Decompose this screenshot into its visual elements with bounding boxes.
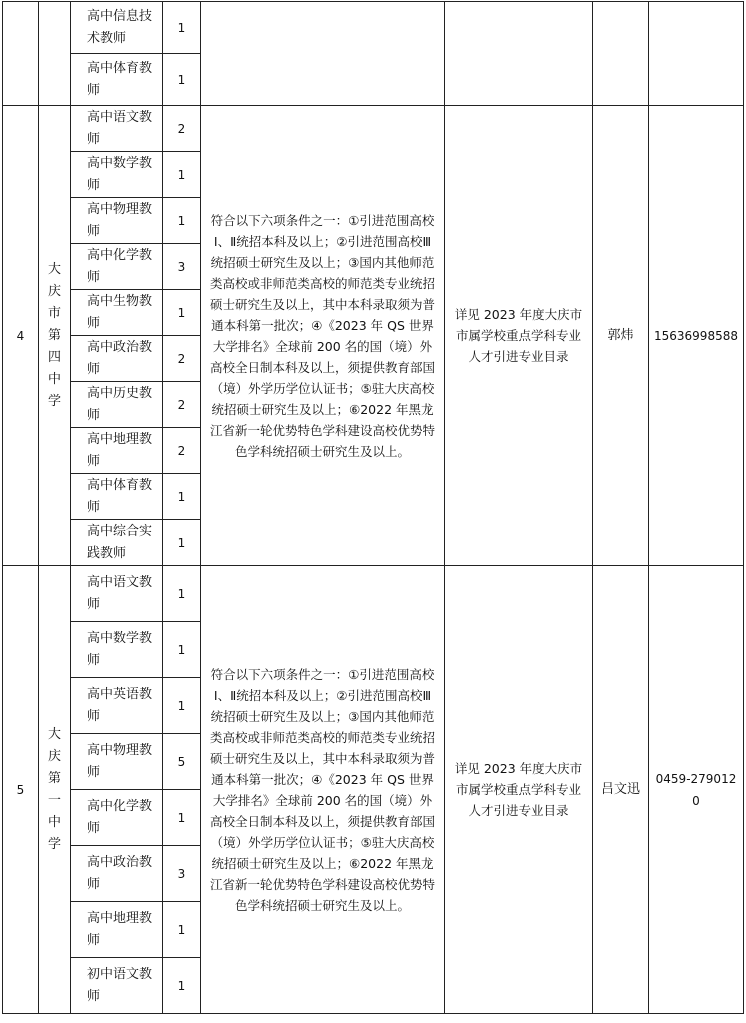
school-name <box>39 106 71 566</box>
position-name: 高中体育教师 <box>71 474 163 520</box>
contact-person: 吕文迅 <box>593 566 649 1014</box>
table-body <box>3 2 744 1014</box>
table-row <box>3 566 744 622</box>
position-name: 高中地理教师 <box>71 428 163 474</box>
school-name-text: 大庆第一中学 <box>47 726 61 852</box>
position-count: 5 <box>163 734 201 790</box>
position-count: 1 <box>163 958 201 1014</box>
position-count: 1 <box>163 2 201 54</box>
school-name-text: 大庆市第四中学 <box>47 261 61 409</box>
position-name: 高中体育教师 <box>71 54 163 106</box>
position-count: 1 <box>163 152 201 198</box>
contact-phone: 0459-2790120 <box>649 566 744 1014</box>
position-name: 高中数学教师 <box>71 622 163 678</box>
position-name: 高中政治教师 <box>71 336 163 382</box>
row-index <box>3 2 39 106</box>
position-name: 高中历史教师 <box>71 382 163 428</box>
contact-person: 郭炜 <box>593 106 649 566</box>
position-name: 高中生物教师 <box>71 290 163 336</box>
recruitment-table <box>2 1 744 1014</box>
position-count: 3 <box>163 244 201 290</box>
position-count: 1 <box>163 622 201 678</box>
position-count: 1 <box>163 474 201 520</box>
contact-person <box>593 2 649 106</box>
position-count: 1 <box>163 290 201 336</box>
contact-phone: 15636998588 <box>649 106 744 566</box>
position-count: 1 <box>163 198 201 244</box>
school-name <box>39 566 71 1014</box>
position-count: 1 <box>163 54 201 106</box>
position-count: 2 <box>163 428 201 474</box>
row-index: 4 <box>3 106 39 566</box>
position-count: 2 <box>163 382 201 428</box>
position-name: 初中语文教师 <box>71 958 163 1014</box>
requirement-text: 符合以下六项条件之一：①引进范围高校Ⅰ、Ⅱ统招本科及以上；②引进范围高校Ⅲ统招硕士研究生及以上；③国内其他师范类高校或非师范类高校的师范类专业统招硕士研究生及以上，其中本科录取须为普通本科第一批次；④《2023 年 QS 世界大学排名》全球前 200 名的国（境）外高校全日制本科及以上，须提供教育部国（境）外学历学位认证书；⑤驻大庆高校统招硕士研究生及以上；⑥2022 年黑龙江省新一轮优势特色学科建设高校优势特色学科统招硕士研究生及以上。 <box>201 106 445 566</box>
table-row <box>3 106 744 152</box>
major-catalog: 详见 2023 年度大庆市市属学校重点学科专业人才引进专业目录 <box>445 566 593 1014</box>
position-count: 2 <box>163 106 201 152</box>
contact-phone <box>649 2 744 106</box>
position-count: 1 <box>163 790 201 846</box>
position-name: 高中语文教师 <box>71 566 163 622</box>
position-name: 高中信息技术教师 <box>71 2 163 54</box>
position-name: 高中英语教师 <box>71 678 163 734</box>
table-row <box>3 2 744 54</box>
position-name: 高中化学教师 <box>71 790 163 846</box>
major-catalog <box>445 2 593 106</box>
requirement-text <box>201 2 445 106</box>
requirement-text: 符合以下六项条件之一：①引进范围高校Ⅰ、Ⅱ统招本科及以上；②引进范围高校Ⅲ统招硕士研究生及以上；③国内其他师范类高校或非师范类高校的师范类专业统招硕士研究生及以上，其中本科录取须为普通本科第一批次；④《2023 年 QS 世界大学排名》全球前 200 名的国（境）外高校全日制本科及以上，须提供教育部国（境）外学历学位认证书；⑤驻大庆高校统招硕士研究生及以上；⑥2022 年黑龙江省新一轮优势特色学科建设高校优势特色学科统招硕士研究生及以上。 <box>201 566 445 1014</box>
position-count: 1 <box>163 678 201 734</box>
school-name <box>39 2 71 106</box>
position-name: 高中地理教师 <box>71 902 163 958</box>
position-name: 高中物理教师 <box>71 734 163 790</box>
position-name: 高中政治教师 <box>71 846 163 902</box>
major-catalog: 详见 2023 年度大庆市市属学校重点学科专业人才引进专业目录 <box>445 106 593 566</box>
row-index: 5 <box>3 566 39 1014</box>
position-count: 3 <box>163 846 201 902</box>
position-count: 1 <box>163 902 201 958</box>
position-count: 2 <box>163 336 201 382</box>
position-name: 高中综合实践教师 <box>71 520 163 566</box>
position-name: 高中语文教师 <box>71 106 163 152</box>
position-count: 1 <box>163 566 201 622</box>
position-count: 1 <box>163 520 201 566</box>
position-name: 高中数学教师 <box>71 152 163 198</box>
position-name: 高中化学教师 <box>71 244 163 290</box>
position-name: 高中物理教师 <box>71 198 163 244</box>
